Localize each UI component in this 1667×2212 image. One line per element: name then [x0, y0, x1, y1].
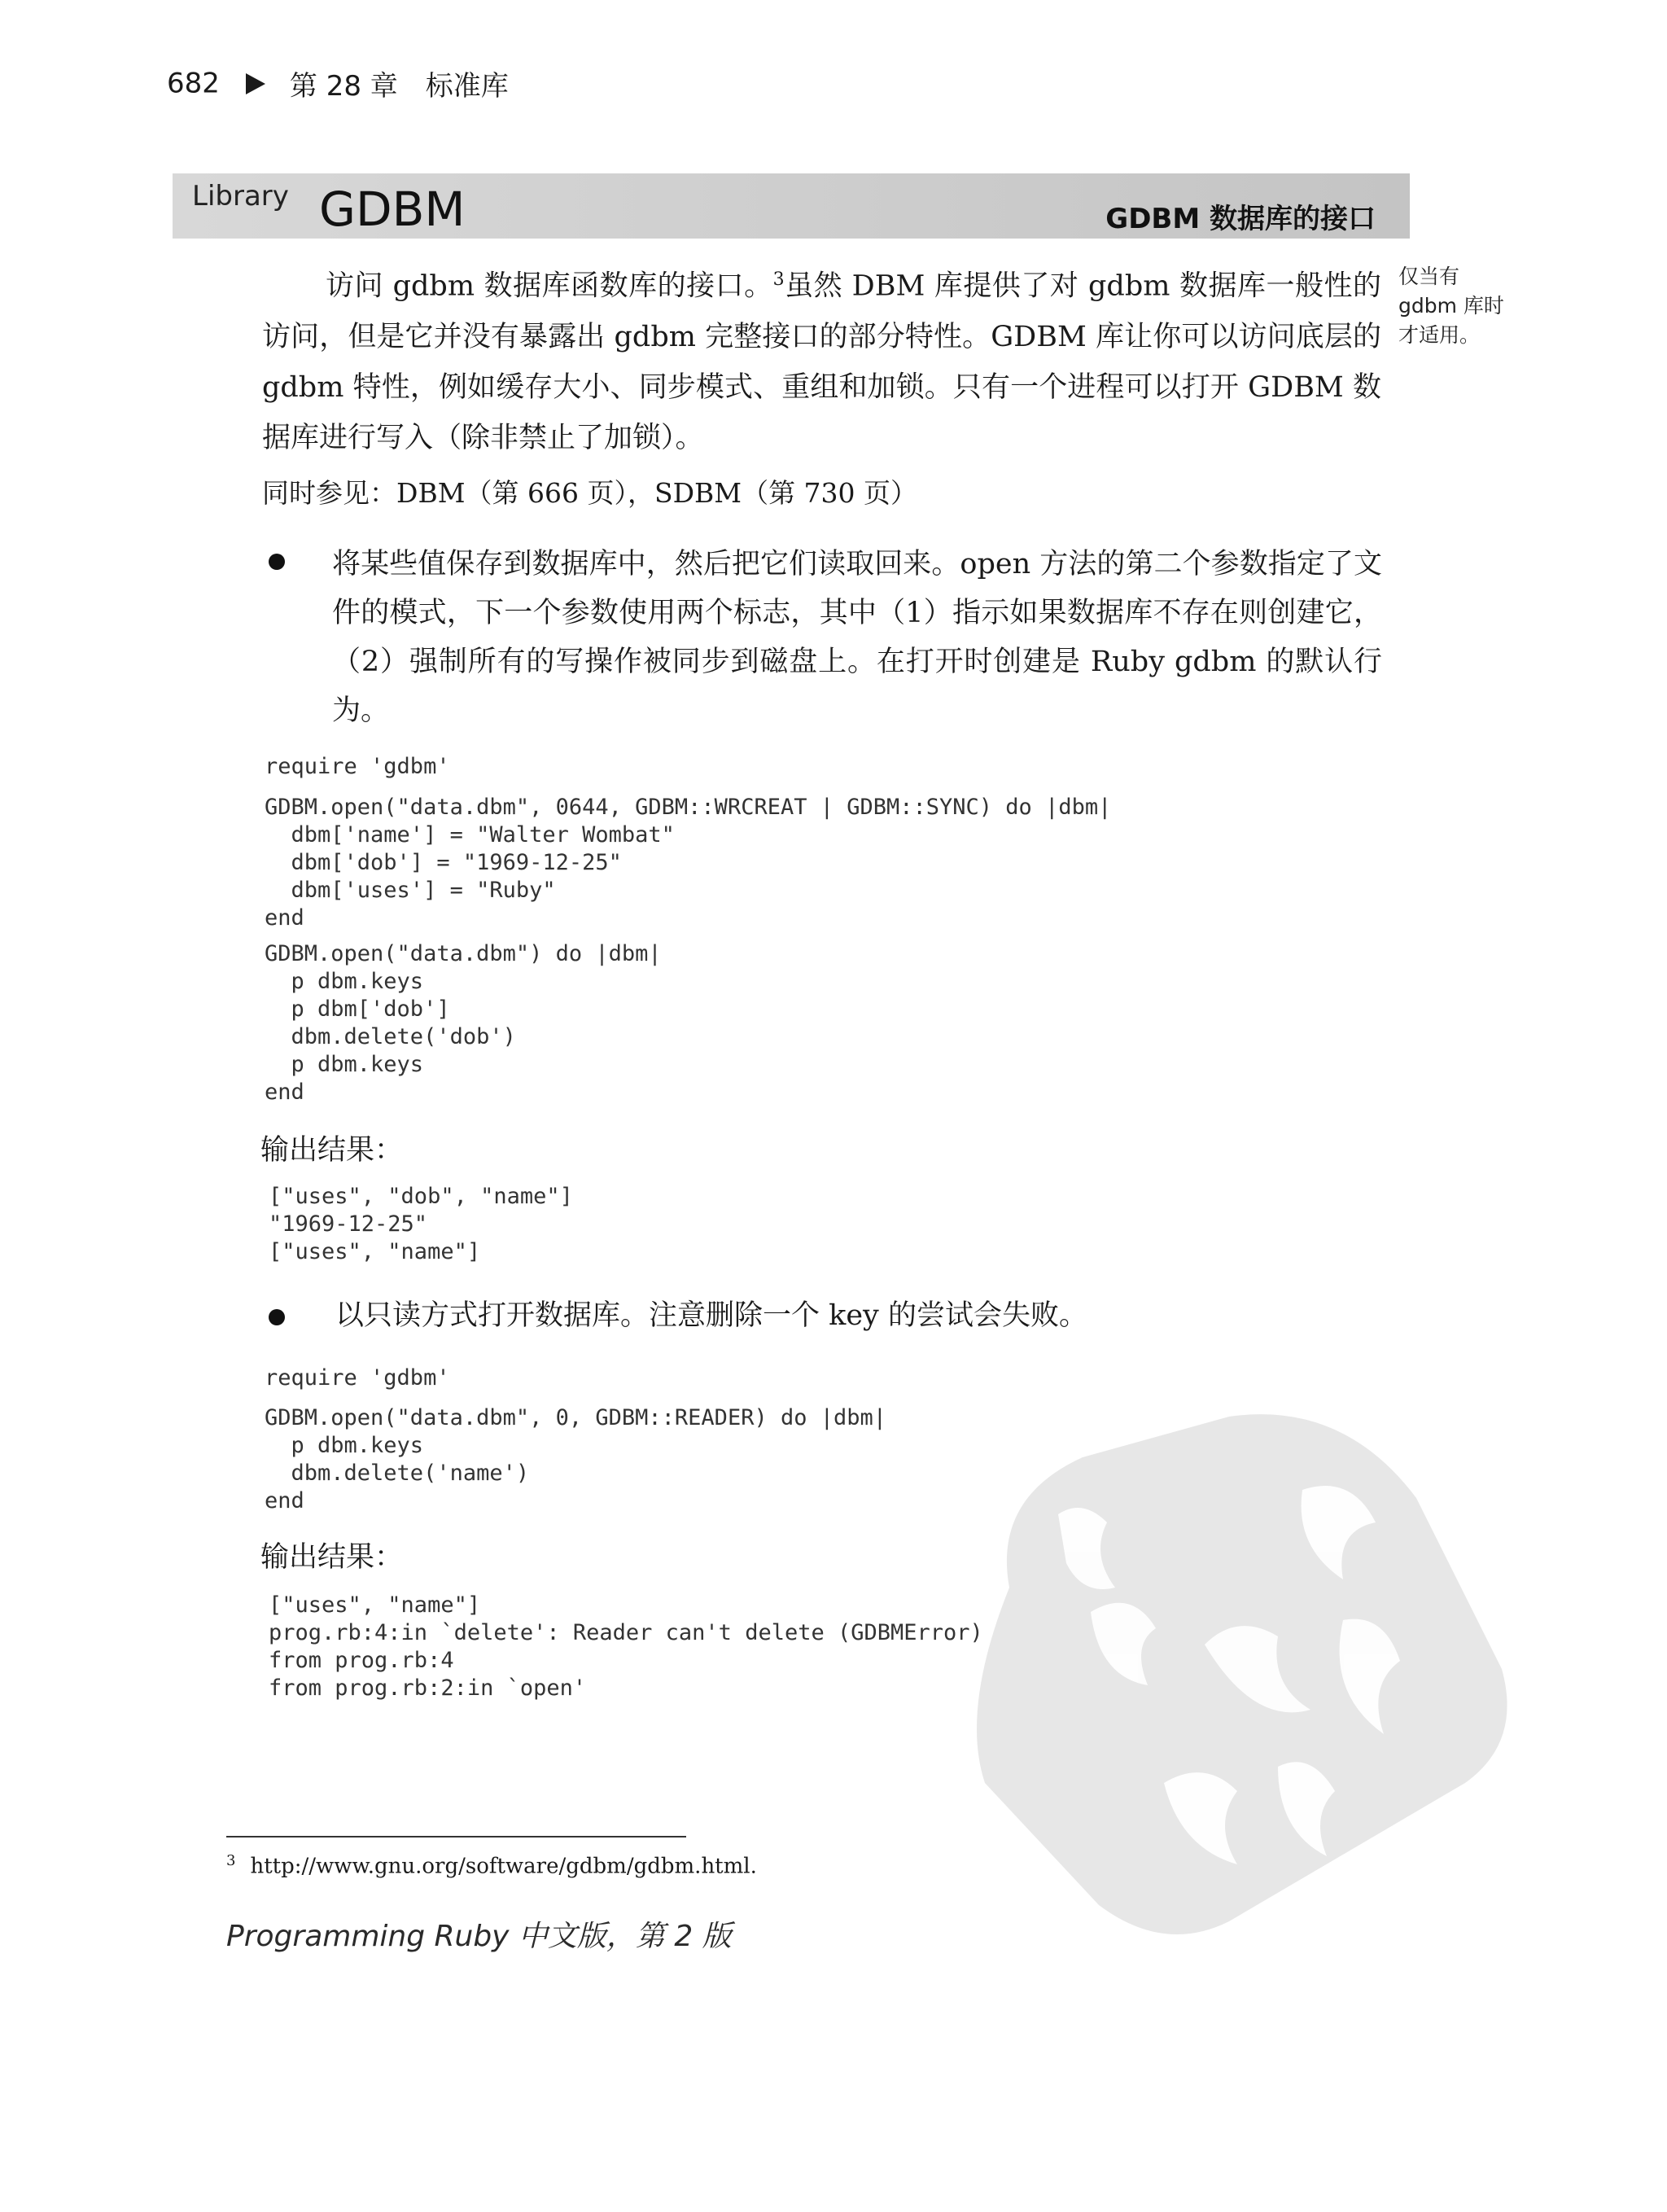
bullet-icon — [269, 554, 285, 570]
code-require-2: require 'gdbm' — [265, 1365, 450, 1391]
code-write-example: GDBM.open("data.dbm", 0644, GDBM::WRCREAT | GDBM::SYNC) do |dbm| dbm['name'] = "Walter Wombat" dbm['dob'] = "1969-12-25" dbm['uses'] = "Ruby" end — [265, 795, 1112, 931]
code-output-1: ["uses", "dob", "name"] "1969-12-25" ["uses", "name"] — [269, 1184, 573, 1264]
output-label-2: 输出结果： — [260, 1541, 404, 1574]
library-label: Library — [192, 180, 289, 212]
bullet-text-1: 将某些值保存到数据库中，然后把它们读取回来。open 方法的第二个参数指定了文件的模式，下一个参数使用两个标志，其中（1）指示如果数据库不存在则创建它，（2）强制所有的写操作被同步到磁盘上。在打开时创建是 Ruby gdbm 的默认行为。 — [332, 548, 1382, 727]
footnote-url[interactable]: http://www.gnu.org/software/gdbm/gdbm.html. — [250, 1854, 757, 1879]
footnote-divider — [226, 1836, 686, 1837]
watermark-seal-icon — [960, 1400, 1514, 1938]
see-also: 同时参见：DBM（第 666 页），SDBM（第 730 页） — [262, 477, 918, 509]
bullet-text-2: 以只读方式打开数据库。注意删除一个 key 的尝试会失败。 — [335, 1299, 1087, 1332]
chapter-title: 标准库 — [425, 70, 509, 103]
output-label-1: 输出结果： — [260, 1134, 404, 1167]
page-number: 682 — [167, 67, 220, 100]
code-output-2: ["uses", "name"] prog.rb:4:in `delete': Reader can't delete (GDBMError) from prog.rb:4 from prog.rb:2:in `open' — [269, 1592, 983, 1701]
chapter-number: 第 28 章 — [289, 70, 398, 103]
intro-paragraph — [262, 255, 1381, 463]
book-footer: Programming Ruby 中文版，第 2 版 — [226, 1920, 732, 1953]
code-readonly-example: GDBM.open("data.dbm", 0, GDBM::READER) do |dbm| p dbm.keys dbm.delete('name') end — [265, 1405, 887, 1513]
footnote-ref[interactable]: 3 — [772, 269, 785, 290]
library-name: GDBM — [319, 182, 466, 237]
bullet-icon — [269, 1309, 285, 1325]
play-arrow-icon — [246, 73, 265, 94]
library-banner — [173, 173, 1410, 239]
code-require-1: require 'gdbm' — [265, 754, 450, 779]
intro-text-2: 虽然 DBM 库提供了对 gdbm 数据库一般性的访问，但是它并没有暴露出 gdbm 完整接口的部分特性。GDBM 库让你可以访问底层的 gdbm 特性，例如缓存大小、同步模式、重组和加锁。只有一个进程可以打开 GDBM 数据库进行写入（除非禁止了加锁）。 — [262, 269, 1381, 454]
intro-text-1: 访问 gdbm 数据库函数库的接口。 — [326, 269, 773, 303]
code-read-example: GDBM.open("data.dbm") do |dbm| p dbm.keys p dbm['dob'] dbm.delete('dob') p dbm.keys end — [265, 941, 662, 1105]
running-head — [167, 64, 509, 103]
footnote-marker: 3 — [226, 1852, 236, 1869]
library-description: GDBM 数据库的接口 — [1105, 203, 1376, 235]
margin-note: 仅当有 gdbm 库时才适用。 — [1398, 265, 1504, 347]
footnote — [226, 1852, 757, 1879]
